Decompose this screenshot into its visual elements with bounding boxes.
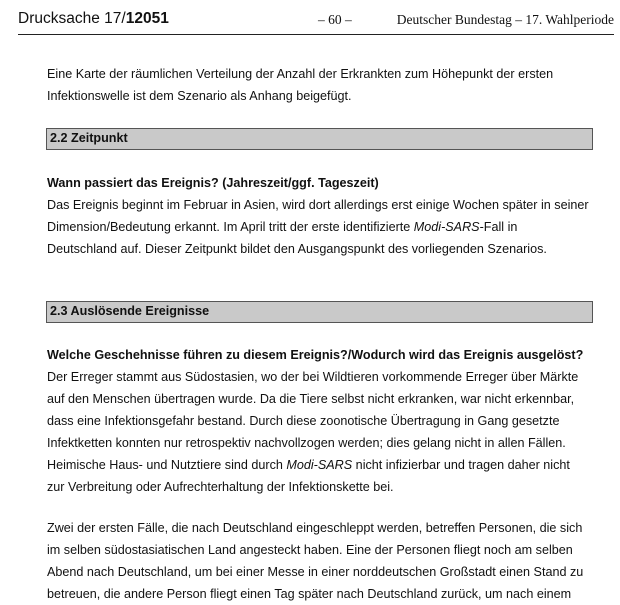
section-heading-2-2: 2.2 Zeitpunkt	[46, 128, 593, 150]
page-header	[18, 10, 614, 35]
page-number: – 60 –	[318, 12, 352, 27]
section-2-3-body: Welche Geschehnisse führen zu diesem Ereignis?/Wodurch wird das Ereignis ausgelöst? Der Erreger stammt aus Südostasien, wo der bei Wildtieren vorkommende Erreger über Märkte auf den Menschen übertragen wurde. Da die Tiere selbst nicht erkranken, war nicht erkennbar, dass eine Infektionsgefahr bestand. Durch diese zoonotische Übertragung in Gang gesetzte Infektketten konnten nur retrospektiv nachvollzogen werden; dies gelang nicht in allen Fällen. Heimische Haus- und Nutztiere sind durch Modi-SARS nicht infizierbar und tragen daher nicht zur Verbreitung oder Aufrechterhaltung der Infektionskette bei.	[47, 344, 592, 498]
section-2-2-body: Wann passiert das Ereignis? (Jahreszeit/ggf. Tageszeit) Das Ereignis beginnt im Februar in Asien, wird dort allerdings erst einige Wochen später in seiner Dimension/Bedeutung erkannt. Im April tritt der erste identifizierte Modi-SARS-Fall in Deutschland auf. Dieser Zeitpunkt bildet den Ausgangspunkt des vorliegenden Szenarios.	[47, 172, 592, 260]
question-2-3: Welche Geschehnisse führen zu diesem Ereignis?/Wodurch wird das Ereignis ausgelöst?	[47, 348, 584, 362]
question-2-2: Wann passiert das Ereignis? (Jahreszeit/ggf. Tageszeit)	[47, 176, 379, 190]
parliament-period: Deutscher Bundestag – 17. Wahlperiode	[396, 12, 614, 27]
document-number: Drucksache 17/12051	[18, 10, 169, 27]
section-heading-2-3: 2.3 Auslösende Ereignisse	[46, 301, 593, 323]
intro-paragraph: Eine Karte der räumlichen Verteilung der Anzahl der Erkrankten zum Höhepunkt der ersten Infektionswelle ist dem Szenario als Anhang beigefügt.	[47, 67, 554, 103]
section-2-3-paragraph-2: Zwei der ersten Fälle, die nach Deutschland eingeschleppt werden, betreffen Personen, die sich im selben südostasiatischen Land angesteckt haben. Eine der Personen fliegt noch am selben Abend nach Deutschland, um bei einer Messe in einer norddeutschen Großstadt einen Stand zu betreuen, die andere Person fliegt einen Tag später nach Deutschland zurück, um nach einem	[47, 521, 584, 601]
